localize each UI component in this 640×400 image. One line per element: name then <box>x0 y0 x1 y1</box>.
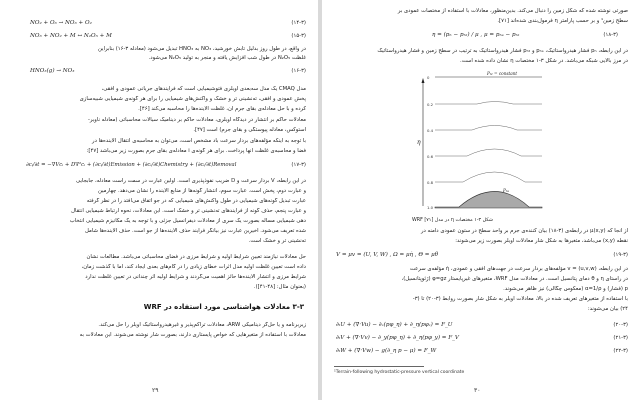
eta-tick-label: 0.4 <box>427 128 434 133</box>
paragraph-line: مدل CMAQ یک مدل سه‌بعدی اویلری فتوشیمیایی است که فرایندهای جریانی عمودی و افقی، <box>101 86 306 92</box>
footnote-rule <box>334 366 424 367</box>
equation-22: ∂ₜW + (∇·Vw) − g(∂_η p − μ) = F_W <box>336 348 437 354</box>
eta-level-0.8 <box>435 172 542 182</box>
paragraph-line: p (فشار) و α=1/ρ (معکوس چگالی) نیز ظاهر می‌شوند. <box>503 286 628 292</box>
paragraph-line: غلظت N₂O₅ در طول شب افزایش یافته و منجر به تولید N₂O₅ می‌شود. <box>148 55 306 61</box>
left-page <box>0 0 318 400</box>
paragraph-line: در این رابطه، v = (u,v,w) مؤلفه‌های بردار سرعت در جهت‌های افقی و عمودی، η̇ مؤلفه‌ی سرعت <box>409 266 628 272</box>
paragraph-line: استوکس، معادله پیوستگی و بقای جرم) است [۴۷]. <box>193 127 306 133</box>
equation-20: ∂ₜU + (∇·Vu) − ∂ₓ(pφ_η) + ∂_η(pφₓ) = F_U <box>336 322 453 328</box>
paragraph-line: و عبارت پنجم، حذف گونه از فرایندهای ته‌نشینی تر و خشک است. این معادلات، نحوه ارتباط شیمیایی انتقال <box>71 208 306 214</box>
equation-14-number: (۱۴-۳) <box>291 20 306 26</box>
equation-15: NO₃ + NO₂ + M ↔ N₂O₅ + M <box>30 33 112 39</box>
eta-level-0.2 <box>435 102 542 105</box>
equation-15-number: (۱۵-۳) <box>291 33 306 39</box>
eta-axis-label: η <box>417 139 421 146</box>
eta-tick-label: 0.6 <box>427 154 434 159</box>
paragraph-line: نقطه (x,y) می‌باشد، متغیرها به شکل شار معادلات اویلر بصورت زیر می‌شوند: <box>455 238 628 244</box>
paragraph-line: از آنجا که μ(x,y) در رابطه‌ی (۳-۱۸) بیان کننده‌ی جرم بر واحد سطح در ستون عمودی دامنه در <box>420 228 628 234</box>
eta-tick-label: 1.0 <box>427 205 434 210</box>
equation-18-number: (۱۸-۳) <box>603 32 618 38</box>
section-heading: ۳-۳ معادلات هواشناسی مورد استفاده در WRF <box>143 303 304 311</box>
paragraph-line: ۲۴) بیان می‌شوند: <box>587 306 628 312</box>
paragraph-line: عبارت تبدیل گونه‌های شیمیایی در طول واکنش‌های شیمیایی که در جو اتفاق می‌افتد را در نظر گرفته <box>86 198 306 204</box>
paragraph-line: پخش عمودی و افقی، ته‌نشینی تر و خشک و واکنش‌های شیمیایی را برای هر گونه‌ی شیمیایی شبیه‌سازی <box>79 96 306 102</box>
right-page <box>322 0 640 400</box>
paragraph-line: معادلات حاکم بر انتشار در دیدگاه اویلری، معادلات حاکم بر دینامیک سیالات محاسباتی (معادله ناویر- <box>87 117 306 123</box>
paragraph-line: با توجه به اینکه مؤلفه‌های بردار سرعت باد مشخص است، می‌توان به محاسبه‌ی انتقال آلاینده‌ها در <box>92 138 306 144</box>
paragraph-line: سطح زمین¹ و بر حسب پارامتر η فرمول‌بندی شده‌اند [۷۱]. <box>497 18 628 24</box>
equation-21-number: (۲۱-۳) <box>613 335 628 341</box>
terrain-surface <box>435 192 542 209</box>
page-number: ۲۹ <box>152 387 159 394</box>
figure-top-label: Pₕₜ = constant <box>487 71 518 76</box>
paragraph-line: حل معادلات نیازمند تعیین شرایط اولیه و شرایط مرزی در فضای محاسباتی می‌باشد. مطالعات نشان <box>86 254 306 260</box>
paragraph-line: صورتی نوشته شده که شکل زمین را دنبال می‌کند. بدین‌منظور، معادلات با استفاده از مختصات عمودی بر <box>397 8 628 14</box>
footnote: ¹Terrain-following hydrostatic-pressure vertical coordinate <box>334 370 465 375</box>
equation-17: ∂cᵢ/∂t = −∇Vcᵢ + D∇²cᵢ + (∂cᵢ/∂t)Emission + (∂cᵢ/∂t)Chemistry + (∂cᵢ/∂t)Removal <box>26 162 237 168</box>
equation-17-number: (۱۷-۳) <box>291 162 306 168</box>
equation-19-number: (۱۹-۳) <box>613 252 628 258</box>
eta-tick-label: 0.8 <box>427 180 434 185</box>
paragraph-line: شرایط مرزی و انتشار آلاینده‌ها حائز اهمیت می‌گردند و شرایط اولیه اثر چندانی در تعیین غلظت ندارد <box>85 274 306 280</box>
eta-axis-arrowhead <box>422 78 425 83</box>
paragraph-line: کرده و با حل معادله‌ی بقای جرم آن، غلظت آلاینده‌ها را محاسبه می‌کند [۴۶]. <box>138 106 306 112</box>
paragraph-line: در واقع، در طول روز بدلیل تابش خورشید، NO₃ به HNO₃ تبدیل می‌شود (معادله ۳-۱۶) بنابراین <box>97 46 306 52</box>
equation-14: NO₂ + O₃ → NO₃ + O₂ <box>30 20 92 26</box>
equation-18: η = (pₕ − pₕₜ) / μ , μ = pₕₛ − pₕₜ <box>432 32 520 38</box>
paragraph-line: فضا و محاسبه‌ی غلظت آنها پرداخت. برای هر گونه‌ی i معادله‌ی بقای جرم بصورت زیر می‌باشد [۴۷]: <box>86 148 306 154</box>
paragraph-line: معادلات با استفاده از متغیرهایی که خواص پایستاری دارند، بصورت شار نوشته می‌شوند. این معادلات به <box>79 332 306 338</box>
paragraph-line: داده است تعیین غلظت اولیه مدل اثرات خطای زیادی را در گام‌های بعدی ایجاد کند، اما با گذشت زمان، <box>81 264 306 270</box>
paragraph-line: در مرز بالایی شبکه می‌باشد. در شکل ۳-۱ مختصات η نشان داده شده است. <box>460 58 628 64</box>
equation-20-number: (۲۰-۳) <box>613 322 628 328</box>
eta-coordinate-figure <box>417 68 547 216</box>
figure-bottom-label: Pₕₛ <box>503 188 510 193</box>
equation-16-number: (۱۶-۳) <box>291 68 306 74</box>
equation-21: ∂ₜV + (∇·Vv) − ∂_y(pφ_η) + ∂_η(pφ_y) = F_V <box>336 335 459 341</box>
paragraph-line: در این رابطه، V بردار سرعت و D ضریب نفوذپذیری است. اولین عبارت در سمت راست معادله، جابجایی <box>76 178 306 184</box>
paragraph-line: دهی شیمیایی مسأله بصورت یک سری از معادلات دیفرانسیل جزئی و با توجه به یک مکانیزم شیمیایی انتخاب <box>69 218 306 224</box>
equation-22-number: (۲۲-۳) <box>613 348 628 354</box>
paragraph-line: در این رابطه، pₕ فشار هیدرواستاتیک، pₕₛ و pₕₜ فشار هیدرواستاتیک به ترتیب در سطح زمین و فشار هیدرواستاتیک <box>377 48 628 54</box>
paragraph-line: ته‌نشینی تر و خشک است. <box>248 238 306 244</box>
eta-level-0.6 <box>435 149 542 156</box>
paragraph-line: شده تعریف می‌شود. اخیرین عبارت نیز بیانگر فرآیند حذف آلاینده‌ها از جو است. حذف آلاینده‌ها شامل <box>85 228 306 234</box>
paragraph-line: و عبارت دوم، پخش است. عبارت سوم، انتشار گونه‌ها از منابع آلاینده را نشان می‌دهد. چهارمین <box>97 188 306 194</box>
figure-caption: شکل ۳-۱ مختصات η در مدل WRF [۷۱] <box>412 218 493 223</box>
paragraph-line: زیربرنامه و یا حل‌گر دینامیکی ARW، معادلات تراکم‌پذیر و غیرهیدرواستاتیک اویلر را حل می‌کند. <box>98 322 306 328</box>
equation-19: V = μv = (U, V, W) , Ω = μη̇ , Θ = μθ <box>336 252 439 258</box>
page-number: ۳۰ <box>474 387 481 394</box>
paragraph-line: در راستای η و θ دمای پتانسیل است. در معادلات مدل WRF، متغیرهای غیرپایستار φ=gz (ژئوپتانسیل)، <box>401 276 628 282</box>
equation-16: HNO₃(g) → NO₃ <box>30 68 75 74</box>
paragraph-line: با استفاده از متغیرهای تعریف شده در بالا، معادلات اویلر به شکل شار بصورت روابط (۳-۲۰) تا (۳- <box>412 296 628 302</box>
eta-tick-label: 0.2 <box>427 102 434 107</box>
eta-tick-label: 0 <box>427 75 430 80</box>
eta-level-0.4 <box>435 126 542 131</box>
paragraph-line: (بعنوان مثال: [۴۸-۴۱]). <box>253 284 306 290</box>
